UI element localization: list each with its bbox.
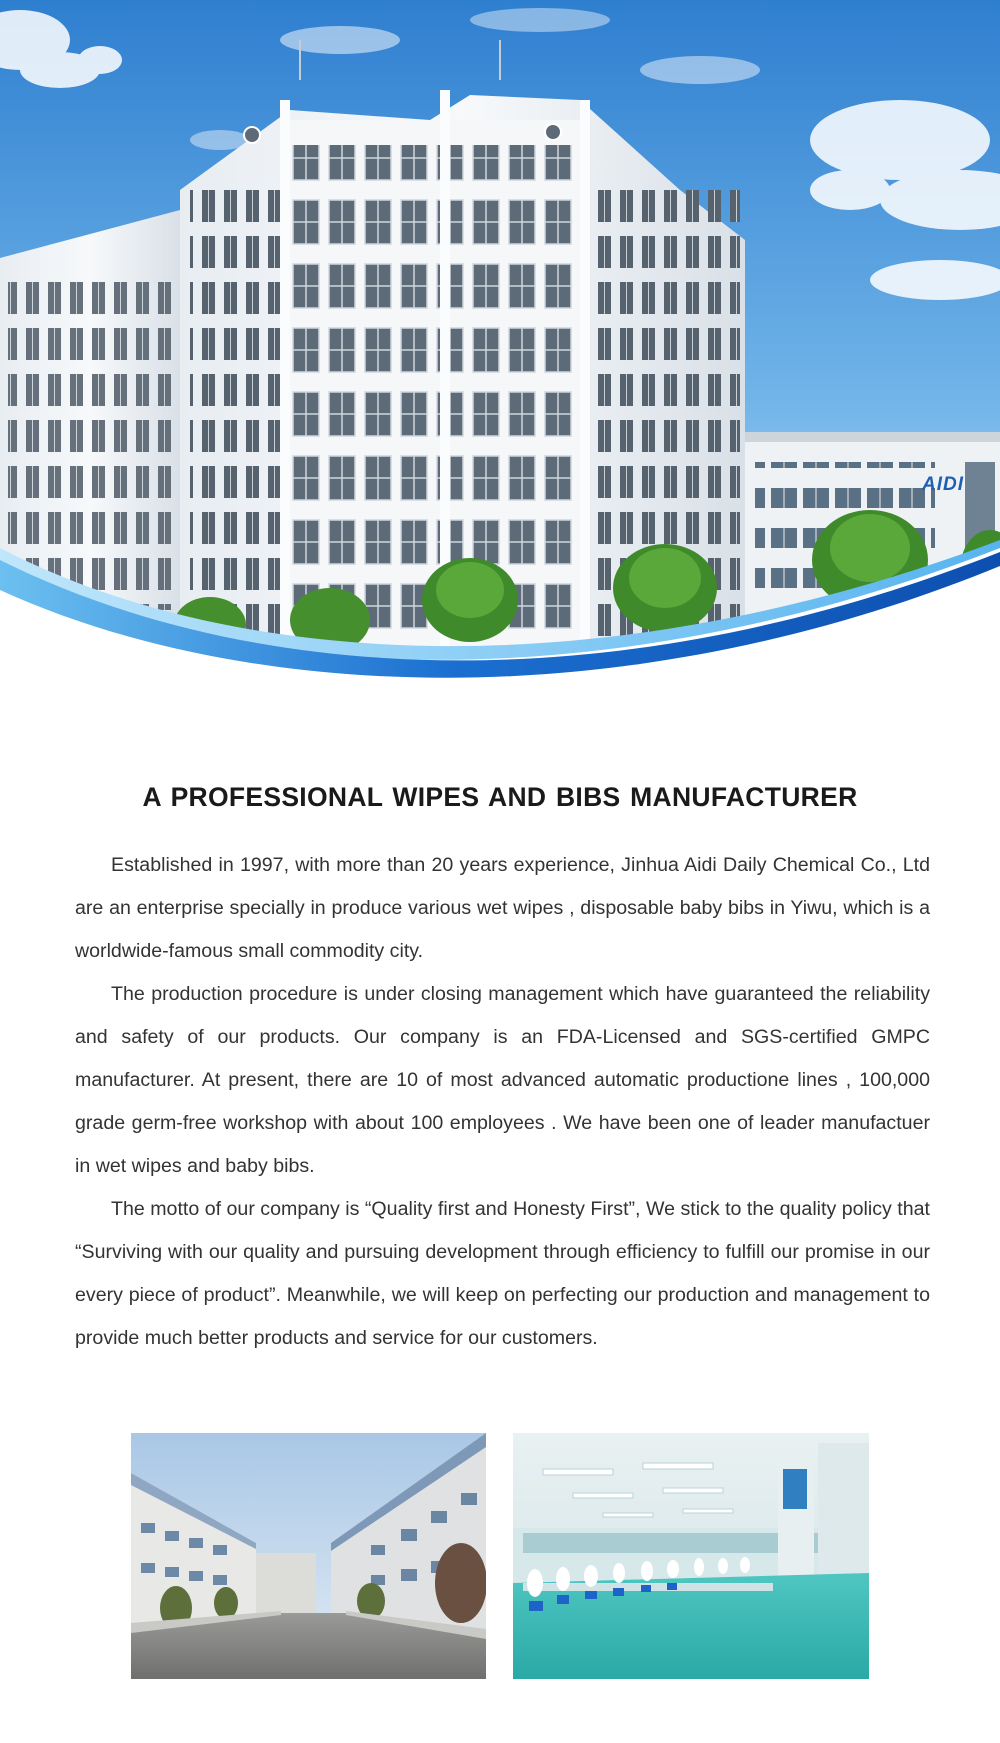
hero-banner [0, 0, 1000, 710]
clean-workshop-photo [513, 1433, 869, 1679]
intro-paragraph-production: The production procedure is under closing management which have guaranteed the reliability and safety of our products. Our company is an FDA-Licensed and SGS-certified GMPC manufacturer. At present, there are 10 of most advanced automatic productione lines , 100,000 grade germ-free workshop with about 100 employees . We have been one of leader manufactuer in wet wipes and baby bibs. [75, 983, 930, 1177]
building-sign-aidi: AIDI [922, 474, 964, 495]
intro-paragraph-motto: The motto of our company is “Quality first and Honesty First”, We stick to the quality policy that “Surviving with our quality and pursuing development through efficiency to fulfill our promise in our every piece of product”. Meanwhile, we will keep on perfecting our production and management to provide much better products and service for our customers. [75, 1198, 930, 1349]
company-introduction [75, 844, 930, 1360]
page-headline: A PROFESSIONAL WIPES AND BIBS MANUFACTURER [142, 782, 858, 812]
hero-building-photo [0, 0, 1000, 710]
factory-exterior-photo [131, 1433, 486, 1679]
intro-paragraph-founding: Established in 1997, with more than 20 years experience, Jinhua Aidi Daily Chemical Co., Ltd are an enterprise specially in produce various wet wipes , disposable baby bibs in Yiwu, which is a worldwide-famous small commodity city. [75, 854, 930, 962]
